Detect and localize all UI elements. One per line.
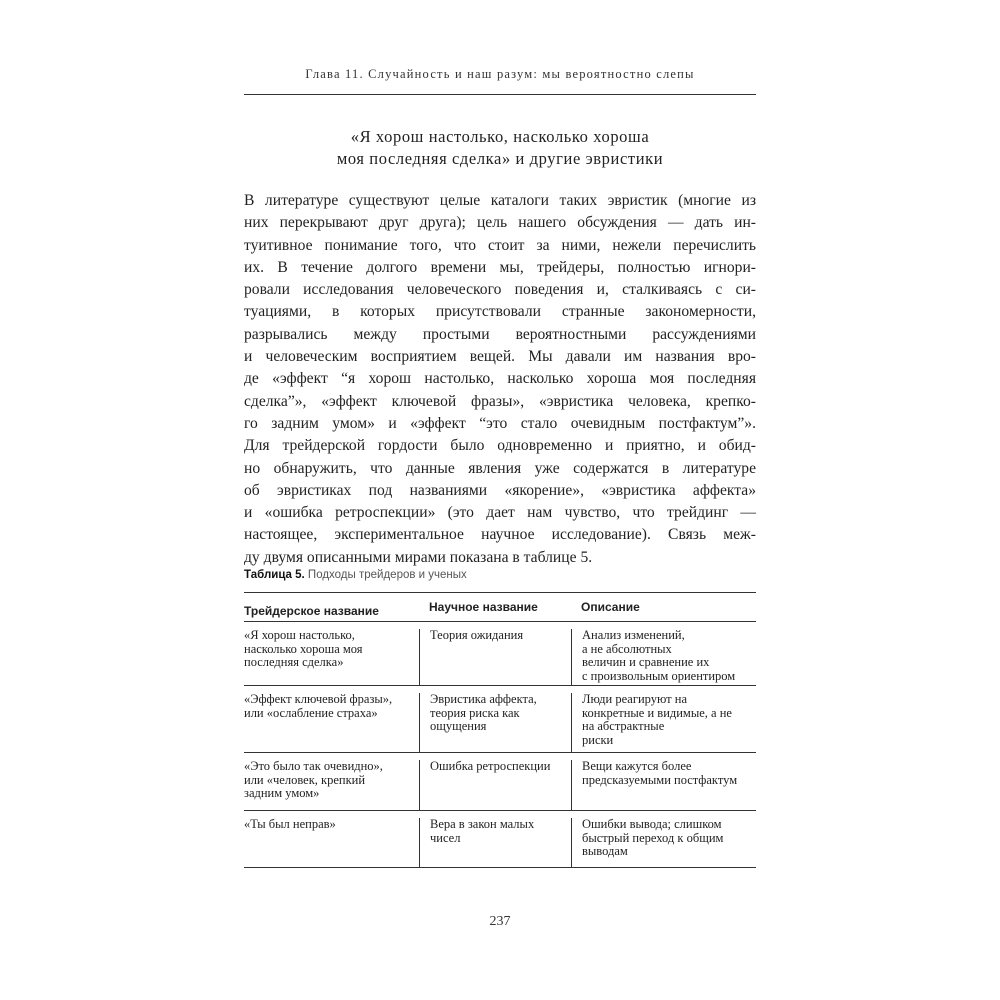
table-cell — [571, 693, 756, 752]
cell-text: «Ты был неправ» — [244, 817, 336, 831]
table-caption-text: Подходы трейдеров и ученых — [307, 569, 467, 581]
cell-text: Ошибка ретроспекции — [430, 759, 551, 773]
table-row — [244, 622, 756, 686]
cell-text: риски — [582, 732, 614, 747]
body-line: го задним умом» и «эффект “это стало очевидным постфактум”». — [244, 414, 756, 432]
section-title-line-1: «Я хорош настолько, насколько хороша — [350, 127, 650, 146]
cell-text: «Эффект ключевой фразы», — [244, 692, 393, 706]
body-line: ровали исследования человеческого поведения и, сталкиваясь с си- — [244, 281, 756, 299]
cell-text: Анализ изменений, — [582, 628, 685, 642]
body-line: В литературе существуют целые каталоги таких эвристик (многие из — [244, 192, 756, 209]
body-line: ду двумя описанными мирами показана в таблице 5. — [244, 548, 593, 566]
table-cell — [419, 760, 571, 810]
table-header-cell: Описание — [581, 600, 640, 614]
cell-text: конкретные и видимые, а не — [582, 705, 732, 720]
table-cell — [571, 818, 756, 867]
body-line: де «эффект “я хорош настолько, насколько хороша моя последняя — [244, 370, 756, 388]
cell-text: на абстрактные — [582, 719, 665, 733]
body-line: них перекрывают друг друга); цель нашего обсуждения — дать ин- — [244, 214, 756, 232]
body-line: настоящее, экспериментальное научное исследование). Связь меж- — [244, 526, 756, 544]
cell-text: или «человек, крепкий — [244, 772, 366, 787]
body-line: разрывались между простыми вероятностными рассуждениями — [244, 325, 756, 343]
body-line: сделка”», «эффект ключевой фразы», «эвристика человека, крепко- — [244, 392, 756, 410]
table-caption-label: Таблица 5. — [244, 569, 305, 581]
cell-text: Теория ожидания — [430, 628, 524, 642]
cell-text: Эвристика аффекта, — [430, 692, 537, 706]
running-head: Глава 11. Случайность и наш разум: мы вероятностно слепы — [305, 67, 695, 81]
cell-text: предсказуемыми постфактум — [582, 772, 738, 787]
cell-text: ощущения — [430, 719, 487, 733]
body-paragraph — [244, 190, 756, 569]
table-row — [244, 811, 756, 867]
table-header-cell: Научное название — [429, 600, 538, 614]
cell-text: Люди реагируют на — [582, 692, 688, 706]
section-title — [244, 126, 756, 170]
body-line: об эвристиках под названиями «якорение», «эвристика аффекта» — [244, 481, 756, 499]
header-rule — [244, 94, 756, 95]
cell-text: Вещи кажутся более — [582, 759, 692, 773]
body-line: Для трейдерской гордости было одновременно и приятно, и обид- — [244, 437, 756, 455]
section-title-line-2: моя последняя сделка» и другие эвристики — [336, 149, 664, 168]
table-cell — [571, 760, 756, 810]
table-row — [244, 753, 756, 811]
table-caption — [244, 569, 756, 581]
table-cell — [244, 629, 419, 670]
cell-text: «Это было так очевидно», — [244, 759, 383, 773]
cell-text: «Я хорош настолько, — [244, 628, 355, 642]
table-cell — [571, 629, 756, 685]
table-cell — [244, 760, 419, 801]
body-line: туитивное понимание того, что стоит за ними, нежели перечислить — [244, 236, 756, 254]
table-cell — [419, 693, 571, 752]
cell-text: теория риска как — [430, 705, 520, 720]
body-line: и человеческим восприятием вещей. Мы давали им названия вро- — [244, 348, 756, 366]
table-header-cell: Трейдерское название — [244, 603, 379, 618]
book-page — [244, 0, 756, 1000]
cell-text: последняя сделка» — [244, 655, 344, 669]
cell-text: насколько хороша моя — [244, 641, 363, 656]
cell-text: или «ослабление страха» — [244, 705, 378, 720]
table-cell — [244, 693, 419, 720]
table-row — [244, 686, 756, 753]
cell-text: задним умом» — [244, 786, 320, 800]
cell-text: выводам — [582, 844, 628, 858]
cell-text: Ошибки вывода; слишком — [582, 817, 722, 831]
table-header-row — [244, 593, 756, 622]
cell-text: Вера в закон малых — [430, 817, 535, 831]
page-number: 237 — [489, 914, 511, 929]
cell-text: а не абсолютных — [582, 641, 672, 656]
comparison-table — [244, 592, 756, 868]
body-line: туациями, в которых присутствовали странные закономерности, — [244, 303, 756, 321]
body-line: их. В течение долгого времени мы, трейдеры, полностью игнори- — [244, 258, 756, 276]
table-cell — [419, 629, 571, 685]
body-line: и «ошибка ретроспекции» (это дает нам чувство, что трейдинг — — [244, 504, 756, 522]
table-cell — [244, 818, 419, 832]
body-line: но обнаружить, что данные явления уже содержатся в литературе — [244, 459, 756, 477]
cell-text: с произвольным ориентиром — [582, 668, 736, 683]
cell-text: величин и сравнение их — [582, 655, 710, 669]
table-cell — [419, 818, 571, 867]
cell-text: быстрый переход к общим — [582, 830, 724, 845]
cell-text: чисел — [430, 830, 461, 845]
